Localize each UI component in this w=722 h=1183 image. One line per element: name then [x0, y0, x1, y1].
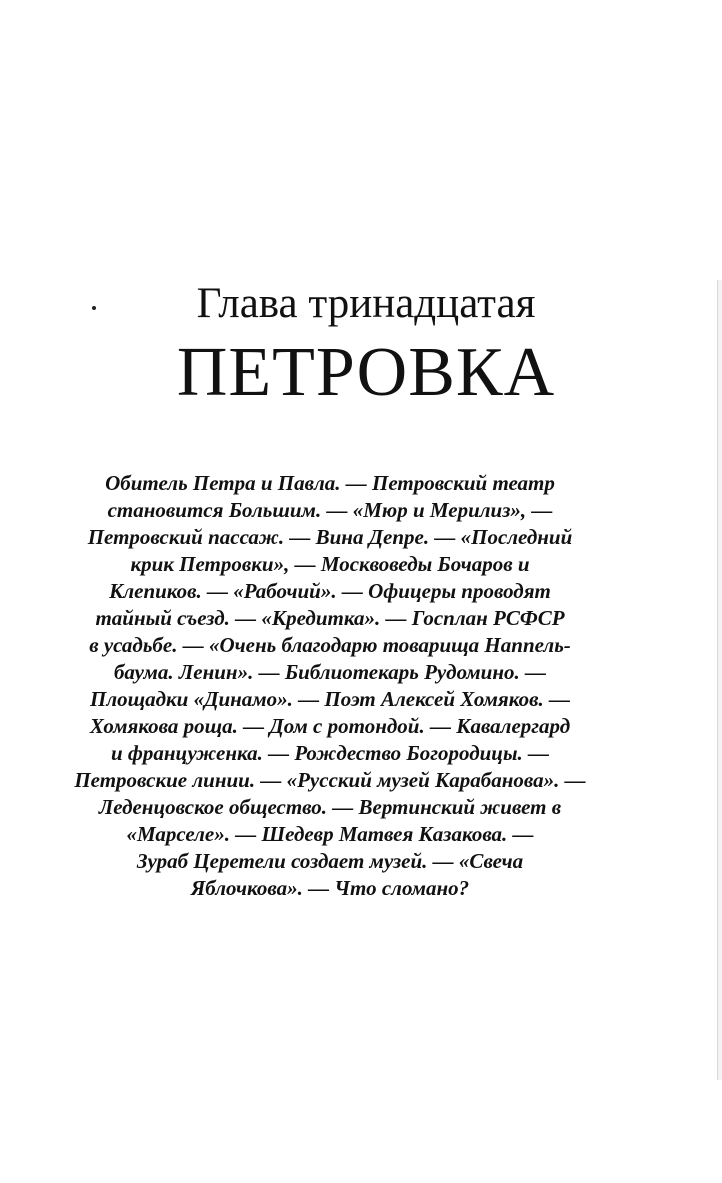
chapter-synopsis	[30, 470, 630, 902]
synopsis-line: крик Петровки», — Москвоведы Бочаров и	[130, 552, 530, 576]
synopsis-line: Обитель Петра и Павла. — Петровский театр	[105, 471, 555, 495]
synopsis-line: Леденцовское общество. — Вертинский живет в	[98, 795, 562, 819]
synopsis-line: Клепиков. — «Рабочий». — Офицеры проводят	[109, 579, 551, 603]
synopsis-line: Хомякова роща. — Дом с ротондой. — Кавалергард	[89, 714, 571, 738]
synopsis-line: Петровские линии. — «Русский музей Карабанова». —	[74, 768, 586, 792]
synopsis-line: Яблочкова». — Что сломано?	[190, 876, 470, 900]
chapter-label: Глава тринадцатая	[196, 280, 536, 327]
synopsis-line: Петровский пассаж. — Вина Депре. — «Последний	[87, 525, 573, 549]
synopsis-line: становится Большим. — «Мюр и Мерилиз», —	[107, 498, 553, 522]
synopsis-line: баума. Ленин». — Библиотекарь Рудомино. —	[113, 660, 547, 684]
synopsis-line: «Марселе». — Шедевр Матвея Казакова. —	[126, 822, 534, 846]
chapter-title: ПЕТРОВКА	[176, 334, 556, 411]
synopsis-line: Зураб Церетели создает музей. — «Свеча	[136, 849, 524, 873]
synopsis-line: Площадки «Динамо». — Поэт Алексей Хомяков. —	[90, 687, 570, 711]
synopsis-line: в усадьбе. — «Очень благодарю товарища Наппель-	[89, 633, 571, 657]
synopsis-line: и француженка. — Рождество Богородицы. —	[110, 741, 550, 765]
synopsis-line: тайный съезд. — «Кредитка». — Госплан РСФСР	[95, 606, 565, 630]
